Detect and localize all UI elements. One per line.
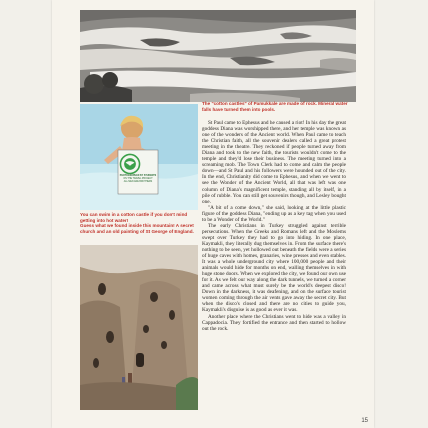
badge-line-2: ON THE TRAVEL PROJECT — [123, 177, 153, 180]
badge-line-1: PHOTOGRAPHED BY STUDENTS — [119, 175, 157, 177]
caption-mountain-text: Guess what we found inside this mountain! A secret church and an old painting of St George of England. — [80, 223, 194, 234]
caption-swim-text: You can swim in a cotton castle if you don't mind getting into hot water! — [80, 212, 188, 223]
globe-emblem-icon — [119, 153, 141, 175]
article-paragraph: Another place where the Christians went to hide was a valley in Cappadocia. They fortified the entrance and then started to hollow out the rock. — [202, 313, 346, 332]
swimming-photo — [80, 104, 198, 210]
cappadocia-photo — [80, 245, 198, 410]
magazine-page — [52, 0, 374, 428]
pamukkale-photo — [80, 10, 356, 102]
caption-cotton-castles-text: The "cotton castles" of Pamukkale are made of rock. Mineral water falls have turned them into pools. — [202, 101, 348, 112]
article-paragraph: "A bit of a come down," she said, looking at the little plastic figure of the goddess Diana, "ending up as a key tag when you used to be a Wonder of the World." — [202, 204, 346, 223]
article-paragraph: St Paul came to Ephesus and he caused a riot! In his day the great goddess Diana was worshipped there, and her temple was known as one of the wonders of the Ancient world. When Paul came to teach the Christian faith, all the souvenir dealers called a great protest meeting in the theatre. They reckoned if people turned away from Diana and took to the new faith, the tourists wouldn't come to the temple and they'd lose their business. The meeting turned into a screaming mob. The Town Clerk had to come and calm the people down—and St Paul and his followers were hounded out of the city. In the end, Christianity did come to Ephesus, and when we went to see the Wonder of the Ancient World, all that was left was one column of Diana's magnificent temple, standing all by itself, in a pile of rubble. You can still get souvenirs though, and Lesley bought one. — [202, 120, 346, 205]
badge-line-3: ALL MEN ARE BROTHERS — [123, 180, 153, 183]
page-number: 15 — [361, 418, 368, 424]
caption-swim — [80, 212, 200, 234]
article-paragraph: The early Christians in Turkey struggled against terrible persecutions. When the Greeks and Romans left and the Moslems swept over Turkey they had to go into hiding. In one place, Kaymakli, they literally dug themselves in. From the surface there's nothing to be seen, yet hollowed out beneath the fields were a series of huge caves with homes, granaries, wine presses and even stables. It was a whole underground city where 100,000 people and their animals would hide for months on end, walling themselves in with huge stone doors. When we explored the city, we found our own use for it. As we felt our way along the dark tunnels, we turned a corner and came across what must surely be the world's deepest disco! Down in the darkness, it was deafening, and on the surface tourist women coming through the air vents gave away the secret city. But when the disco's closed and there are no cities to guide you, Kaymakli's disguise is as good as ever it was. — [202, 222, 346, 314]
caption-cotton-castles — [202, 101, 352, 112]
badge — [119, 151, 157, 193]
article-body — [202, 120, 346, 416]
